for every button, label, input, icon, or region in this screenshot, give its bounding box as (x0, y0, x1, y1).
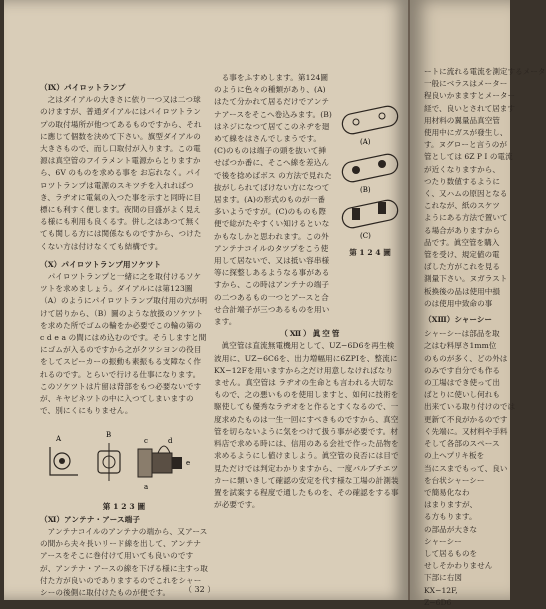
right-line-b-15: る方もります。 (424, 512, 477, 522)
section-13-heading: （ⅩⅢ）シャーシー (424, 315, 492, 325)
right-line-b-18: して居るものを (424, 548, 478, 558)
fig123-label-d: d (168, 437, 173, 446)
right-line-b-5: ばとりに使いし何れも (424, 390, 500, 400)
right-line-13: る場合がありますから (424, 225, 500, 235)
fig124-label-b: (B) (360, 186, 371, 194)
right-line-b-6: 出来ている取り付けのでは (424, 402, 516, 412)
right-line-9: つたり数値するように (424, 176, 500, 186)
figure-123-caption: 第 1 2 3 圖 (102, 502, 146, 512)
right-line-b-11: 当にスまでもって、良い (424, 463, 508, 473)
right-lines-2 (424, 328, 516, 609)
right-line-b-13: で簡易化なわ (424, 487, 470, 497)
right-line-b-3: のみです自分でも作る (424, 365, 500, 375)
fig123-label-e: e (186, 459, 191, 468)
figure-123 (40, 419, 208, 499)
right-line-b-19: せしそかわりません (424, 561, 493, 571)
right-line-b-0: シャーシーは部品を取 (424, 329, 500, 339)
right-line-b-10: の上へプリキ板を (424, 451, 485, 461)
left-page (4, 0, 408, 600)
fig123-label-a: A (56, 435, 62, 444)
right-line-7: 管としては 6Z P I の電流 (424, 152, 513, 162)
left-column (40, 82, 208, 599)
right-line-4: 用材料の翼量品真空管 (424, 115, 500, 125)
right-line-b-14: はまりますが、 (424, 500, 478, 510)
right-line-b-17: シャーシー (424, 536, 462, 546)
right-line-11: これなが、紙のスケツ (424, 201, 500, 211)
page-number: （ 32 ） (184, 585, 216, 594)
right-lines-1 (424, 66, 546, 310)
right-line-b-9: そして各部のスペース (424, 439, 500, 449)
section-11-body: アンテナコイルのアンテナの端から、又アースの間から夫々長いリード線を出して、アンテナアースをそこに巻付けて用いても良いのですが、アンテナ・アースの線を下げる様に主すっ取付た方が良いのでありまするのでこれをシャーシーの後側に取付けたものが便です。 (40, 526, 208, 597)
right-line-8: が近くなりますから、 (424, 164, 500, 174)
right-line-10: く、又ハムの原因となる (424, 189, 508, 199)
right-line-6: す。ヌグローと言うのが (424, 140, 507, 150)
right-line-19: のは使用中致命の事 (424, 298, 493, 308)
right-line-2: 程良いかまますとメーター (424, 91, 516, 101)
section-9-heading: （Ⅸ）パイロットランプ (40, 83, 126, 92)
right-line-b-12: を台状シャーシー (424, 475, 485, 485)
figure-124-drawing (336, 96, 406, 246)
right-line-16: ばした方がこれを見る (424, 262, 500, 272)
section-9-body: 之はダイアルの大きさに依り一つ又は二つ球のけますが、普通ダイアルにはパイロツトランプの取付場所が他つてあるものですから、それに應じて個数を決めて下さい。旗型ダイアルの大きさもので、而し口取付が入ります。この電源は真空管のフイラメント電源からとりますから、6V のものを求める事を お忘れなく。パイロツトランプは電源のスキツチを入れればつき、ラヂオに電氣の入つた事を示すと同時に目標にも利すく便します。夜間の目盛がよく見える様にも利用も良くるす。併し之はあつて無くても関しる方には関係なものですから、つけたくない方は付けなくても結構です。 (40, 95, 202, 251)
middle-intro: る事をふすめします。第124圖のように色々の種類があり、(A)はたて分かれて居るだけでアンテナアースをそこへ卷込みます。(B)はネジになつて居てこのネヂを廻めて線をはさんでしまうです。(C)のものは端子の頭を抜いて挿せばつか番に、そこへ線を差込んで後を捻めばボス の方法で見れた抜がしられてばけない方になつて居ます。(A)の形式のものが一番多いようですが。(C)のものも際便で総がたやすくい知けるといなかもなしかと思われます。この外アンテナコイルのタツプをこう使用して居ないで、又は抵い容串様等に探整しあるようなる事があるすから、この時はアンテナの端子の二つあるもの一つとアースと合せ合計端子が三つあるものを用います。 (214, 73, 332, 327)
right-line-b-2: のものが多く、どの外は (424, 353, 508, 363)
figure-124-caption: 第 1 2 4 圖 (349, 248, 391, 257)
fig124-label-a: (A) (360, 138, 371, 146)
right-line-18: 板換後の品は使用中損 (424, 286, 500, 296)
right-line-b-21: KX−12F, (424, 585, 458, 595)
figure-124 (336, 96, 406, 246)
right-line-b-22: Z−6D6 (424, 597, 452, 607)
right-line-b-16: の部品が大きな (424, 524, 478, 534)
right-page (410, 0, 546, 607)
right-line-b-1: 之はむ料厚さ1mm位 (424, 341, 497, 351)
fig123-label-a2: a (144, 483, 149, 492)
right-line-b-7: 更新て不良がかるのです (424, 414, 508, 424)
right-line-1: 一般にベラスはメーター (424, 79, 508, 89)
right-line-b-20: 下部に右図 (424, 573, 462, 583)
right-line-12: ようにある方法で置いて (424, 213, 508, 223)
fig123-label-b: B (106, 431, 112, 440)
section-11-heading: （Ⅺ）アンテナ・アース端子 (40, 514, 141, 524)
fig124-label-c: (C) (360, 232, 371, 240)
right-page-text (424, 66, 546, 609)
right-line-3: 経で、良いとされて居ます (424, 103, 515, 113)
right-line-b-4: の工場はでき使って出 (424, 378, 500, 388)
section-10-body: パイロツトランプと一緒に之を取付けるソケツトを求めましょう。ダイアルには第123圖（A）のようにパイロツトランプ取付用の穴が明けて居りから、（B）圖のような放扱のソケツトを求めた所でゴムの輪をか必要でこの輪の第の c d e a の間にはめ込むのです。そうしますと間にゴムが入るのですから之がクツシヨンの役目をしてスピーカーの振動も素振もる支障なく作れるのです。とらいで行ける仕事になります。このソケツトは片留は背部をもつ必要ないですが、キヤビネツトの中に入つてしまいますので、別にくにもりません。 (40, 272, 208, 416)
right-line-b-8: く先端に。又材料や手料 (424, 426, 508, 436)
section-12-body: 眞空管は直流無電機用として、UZ−6D6を再生検波用に、UZ−6C6を、出力増幅用に6ZPIを、整流にKX−12Fを用いますから之だけ用意しなければなりません。真空管は ラヂオの生命とも言われる大切なもので、之の悪いものを使用しますと、如何に技術を駆使しても優秀なラヂオをと作るとすくなるので、一度求めたものは一生一回にすべきものですから、真空管を切らないように気をつけて扱う事が必要です。材料店で求める時には、信用のある会社で作った品物を求めるようにし値けましよう。眞空管の良否には目で見ただけでは判定わかりますから、一度バルブチエツカーに類いきして確認の安定を代す様な工場の計測装置を試案する程度で通したものを、その確認をする事が必要です。 (214, 341, 399, 510)
right-line-15: 管を受け、規定値の電 (424, 250, 500, 260)
section-10-heading: （Ⅹ）パイロツトランプ用ソケツト (40, 259, 162, 269)
right-line-0: ートに流れる電流を測定するメータ (424, 67, 546, 76)
right-line-17: 測量下さい。ヌガラスト (424, 274, 508, 284)
right-line-5: 使用中にガスが發生し、 (424, 128, 508, 138)
middle-intro-wrap (214, 72, 332, 328)
figure-123-drawing (40, 419, 208, 499)
right-line-14: 品です。眞空管を購入 (424, 237, 500, 247)
fig123-label-c: c (144, 437, 149, 446)
section-12-heading: （Ⅻ）眞空管 (280, 329, 342, 339)
